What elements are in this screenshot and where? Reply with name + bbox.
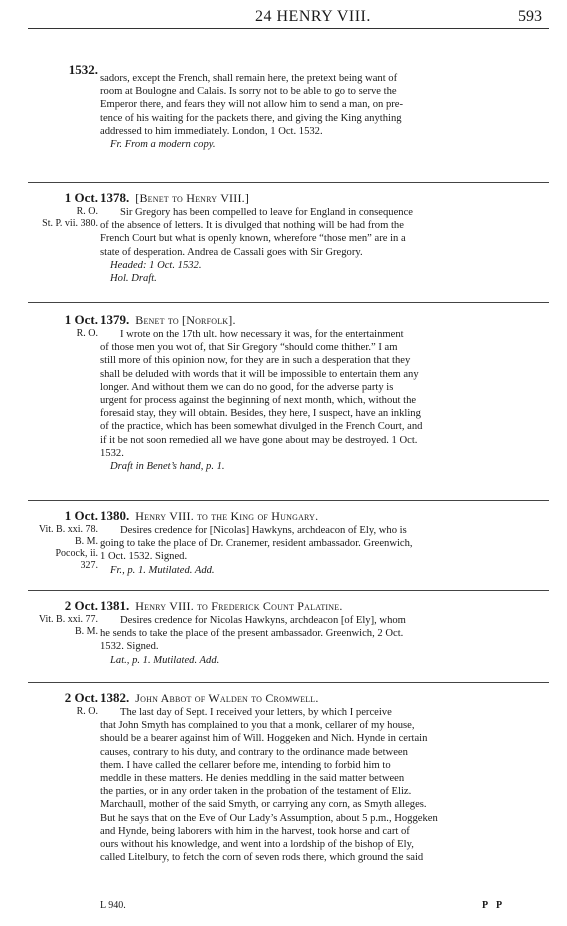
- entry-line: Desires credence for Nicolas Hawkyns, archdeacon [of Ely], whom: [120, 615, 406, 626]
- entry-body: [100, 690, 548, 864]
- entry-title: John Abbot of Walden to Cromwell.: [135, 691, 319, 705]
- margin-note: [0, 598, 98, 638]
- entry-number: 1380.: [100, 508, 130, 523]
- source-ref: Pocock, ii.: [55, 548, 98, 559]
- entry-body: [100, 72, 548, 151]
- header-rule: [28, 28, 549, 29]
- entry-line: addressed to him immediately. London, 1 Oct. 1532.: [100, 125, 323, 137]
- margin-note: [0, 62, 98, 78]
- entry-date: 1 Oct.: [64, 508, 98, 523]
- entry-line: called Litelbury, to fetch the corn of seven rods there, which ground the said: [100, 852, 424, 864]
- entry-line: longer. And without them we can do no good, for the adverse party is: [100, 381, 394, 393]
- entry-date: 1 Oct.: [64, 312, 98, 327]
- entry-date: 1532.: [68, 62, 98, 77]
- entry-line: 1532.: [100, 447, 124, 459]
- entry-line: ours without his knowledge, and went into a lordship of the bishop of Ely,: [100, 839, 414, 851]
- margin-note: [0, 508, 98, 572]
- entry-line: 1 Oct. 1532. Signed.: [100, 551, 188, 563]
- page-header: [0, 8, 567, 28]
- source-ref: B. M.: [74, 536, 98, 547]
- source-ref: R. O.: [76, 706, 98, 717]
- source-ref: R. O.: [76, 328, 98, 339]
- entry-line: going to take the place of Dr. Cranemer, resident ambassador. Greenwich,: [100, 538, 413, 550]
- entry-line: if it be not soon remedied all we have gone about may be destroyed. 1 Oct.: [100, 434, 418, 446]
- entry-line: of those men you wot of, that Sir Gregory “should come thither.” I am: [100, 342, 398, 354]
- entry-separator: [28, 682, 549, 683]
- entry-line: state of desperation. Andrea de Cassali goes with Sir Gregory.: [100, 246, 363, 258]
- entry-line: Marchaull, mother of the said Smyth, or carrying any corn, as Smyth alleges.: [100, 799, 427, 811]
- entry-line: meddle in these matters. He denies meddling in the said matter between: [100, 773, 405, 785]
- entry-line: Emperor there, and fears they will not allow him to send a man, on pre-: [100, 99, 404, 111]
- entry-title: [Benet to Henry VIII.]: [135, 191, 250, 205]
- entry-date: 2 Oct.: [64, 598, 98, 613]
- entry-line: of the practice, which has been somewhat divulged in the French Court, and: [100, 421, 423, 433]
- running-title: 24 HENRY VIII.: [255, 8, 371, 25]
- entry-note: Hol. Draft.: [110, 273, 157, 285]
- entry-heading: [100, 312, 548, 328]
- entry-body: [100, 508, 548, 577]
- entry-note: Lat., p. 1. Mutilated. Add.: [110, 654, 220, 666]
- entry-heading: [100, 508, 548, 524]
- entry-number: 1378.: [100, 190, 130, 205]
- source-ref: Vit. B. xxi. 78.: [38, 524, 98, 535]
- source-ref: St. P. vii. 380.: [42, 218, 98, 229]
- entry-line: urgent for process against the beginning of next month, which, without the: [100, 395, 417, 407]
- entry-line: tence of his waiting for the packets there, and giving the King anything: [100, 112, 402, 124]
- margin-note: [0, 312, 98, 340]
- entry-line: French Court but what is openly known, wherefore “those men” are in a: [100, 233, 406, 245]
- entry-note: Fr., p. 1. Mutilated. Add.: [110, 564, 215, 576]
- page-footer: [0, 900, 567, 914]
- entry-body: [100, 190, 548, 285]
- source-ref: B. M.: [74, 626, 98, 637]
- entry-line: 1532. Signed.: [100, 641, 159, 653]
- entry-line: sadors, except the French, shall remain here, the pretext being want of: [100, 73, 398, 84]
- entry-line: foresaid stay, they will obtain. Besides, they here, I suspect, have an inkling: [100, 408, 421, 420]
- entry-date: 2 Oct.: [64, 690, 98, 705]
- entry-line: still more of this opinion now, for they are in such a desperation that they: [100, 355, 411, 367]
- entry-line: the parties, or in any order taken in the probation of the testament of Eliz.: [100, 786, 412, 798]
- margin-note: [0, 690, 98, 718]
- entry-line: The last day of Sept. I received your letters, by which I perceive: [120, 707, 392, 718]
- entry-number: 1382.: [100, 690, 130, 705]
- entry-heading: [100, 690, 548, 706]
- entry-line: But he says that on the Eve of Our Lady’s Assumption, about 5 p.m., Hoggeken: [100, 812, 438, 824]
- entry-line: I wrote on the 17th ult. how necessary it was, for the entertainment: [120, 329, 404, 340]
- entry-body: [100, 598, 548, 667]
- source-ref: Vit. B. xxi. 77.: [38, 614, 98, 625]
- entry-line: that John Smyth has complained to you that a monk, cellarer of my house,: [100, 720, 415, 732]
- entry-line: Desires credence for [Nicolas] Hawkyns, archdeacon of Ely, who is: [120, 525, 407, 536]
- entry-title: Henry VIII. to the King of Hungary.: [135, 509, 319, 523]
- entry-note: Fr. From a modern copy.: [110, 139, 216, 151]
- entry-separator: [28, 182, 549, 183]
- entry-title: Henry VIII. to Frederick Count Palatine.: [135, 599, 343, 613]
- signature-mark: L 940.: [100, 900, 126, 911]
- entry-separator: [28, 302, 549, 303]
- entry-body: [100, 312, 548, 473]
- source-ref: 327.: [80, 560, 98, 571]
- gathering-mark: P P: [482, 900, 506, 911]
- entry-separator: [28, 590, 549, 591]
- entry-line: should be a bearer against him of Will. Hoggeken and Nich. Hynde in certain: [100, 733, 428, 745]
- entry-heading: [100, 190, 548, 206]
- entry-line: shall be deluded with words that it will be impossible to entertain them any: [100, 368, 419, 380]
- entry-number: 1379.: [100, 312, 130, 327]
- entry-note: Headed: 1 Oct. 1532.: [110, 259, 202, 271]
- entry-number: 1381.: [100, 598, 130, 613]
- entry-line: Sir Gregory has been compelled to leave for England in consequence: [120, 207, 413, 218]
- entry-line: them. I have called the cellarer before me, intending to forbid him to: [100, 759, 391, 771]
- entry-note: Draft in Benet’s hand, p. 1.: [110, 461, 225, 473]
- entry-line: room at Boulogne and Calais. Is sorry not to be able to go to serve the: [100, 86, 397, 98]
- entry-line: causes, contrary to his duty, and contrary to the ordinance made between: [100, 746, 408, 758]
- entry-line: he sends to take the place of the present ambassador. Greenwich, 2 Oct.: [100, 628, 404, 640]
- entry-line: and Hynde, being laborers with him in the harvest, took horse and cart of: [100, 825, 410, 837]
- margin-note: [0, 190, 98, 230]
- source-ref: R. O.: [76, 206, 98, 217]
- entry-title: Benet to [Norfolk].: [135, 313, 236, 327]
- entry-separator: [28, 500, 549, 501]
- entry-heading: [100, 598, 548, 614]
- entry-date: 1 Oct.: [64, 190, 98, 205]
- entry-line: of the absence of letters. It is divulged that nothing will be had from the: [100, 220, 404, 232]
- page-number: 593: [518, 8, 542, 25]
